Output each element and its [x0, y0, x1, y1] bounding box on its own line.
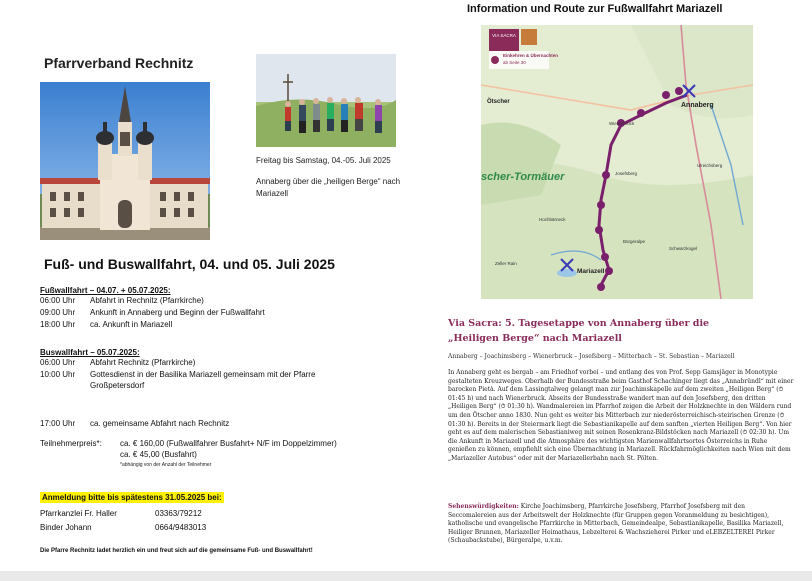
route-info-title: Information und Route zur Fußwallfahrt Mariazell [467, 3, 723, 15]
map-label-schwarzkogel: Schwarzkogel [669, 246, 698, 251]
map-label-ulreichsberg: Ulreichsberg [697, 163, 723, 168]
price-foot: ca. € 160,00 (Fußwallfahrer Busfahrt+ N/F im Doppelzimmer) [120, 439, 337, 448]
sights-paragraph [448, 503, 794, 546]
schedule-time: 10:00 Uhr [40, 370, 76, 379]
route-summary: Annaberg über die „heiligen Berge“ nach Mariazell [256, 177, 401, 198]
map-label-wienerbruck: Wienerbruck [609, 121, 635, 126]
map-legend-2: ab Seite 30 [503, 60, 526, 65]
schedule-text: Gottesdienst in der Basilika Mariazell gemeinsam mit der Pfarre Großpetersdorf [90, 370, 316, 390]
main-heading: Fuß- und Buswallfahrt, 04. und 05. Juli 2025 [44, 256, 335, 272]
price-bus: ca. € 45,00 (Busfahrt) [120, 450, 197, 459]
map-label-tormaeuer: scher-Tormäuer [481, 171, 565, 183]
sights-text: Kirche Joachimsberg, Pfarrkirche Josefsberg, Pfarrhof Josefsberg mit den Seccomalereien aus der Arbeitswelt der Holzknechte (für Gruppen gegen Voranmeldung zu besichtigen), katholische und evangelische Pfarrkirche in Mitterbach, Gemeindealpe, Sebastianikapelle, Basilika Mariazell, Heiliger Brunnen, Mariazeller Heimathaus, Lebzelterei & Wachszieherei Pirker und eLEBZELTEREI Pirker (Schaubackstube), Bürgeralpe, u.v.m. [448, 503, 784, 545]
route-description: In Annaberg geht es bergab – am Friedhof vorbei – und entlang des von Prof. Sepp Gamsjäger in Monotypie gestalteten Kreuzweges. Oberhalb der Bundesstraße beim Gasthof Schachinger liegt das „Annabründl“ mit einer barocken Pietà. Auf dem Lassingtalweg gelangt man zur Joachimskapelle auf dem zweiten „Heiligen Berg“ (⏱ 01:45 h) und nach Wienerbruck. Abseits der Bundesstraße wandert man auf den Josefsberg, den dritten „Heiligen Berg“ (⏱ 01:30 h). Wandmalereien im Pfarrhof zeigen die Arbeit der Holzknechte in den Wäldern rund um den Ötscher anno 1830. Nun geht es weiter bis Mitterbach zur niederösterreichisch-steirischen Grenze (⏱ 01:30 h). Bereits in der Steiermark liegt die Sebastianikapelle auf dem sanften „vierten Heiligen Berg“. Von hier geht es auf dem malerischen Sebastianiweg mit seinen Rosenkranz-Bildstöcken nach Mariazell (⏱ 02:30 h). Um die Ankunft in Mariazell und die Atmosphäre des wichtigsten Marienwallfahrtsortes Österreichs in Ruhe genießen zu können, empfiehlt sich eine Übernachtung in Mariazell. Rückfahrmöglichkeiten nach Wien mit dem „Mariazeller Autobus“ oder mit der Mariazellerbahn nach St. Pölten. [448, 369, 794, 462]
schedule-time: 06:00 Uhr [40, 358, 76, 367]
bus-pilgrimage-heading: Buswallfahrt – 05.07.2025: [40, 348, 140, 357]
schedule-time: 18:00 Uhr [40, 320, 76, 329]
schedule-text: Abfahrt in Rechnitz (Pfarrkirche) [90, 296, 204, 305]
stage-title-line-2: „Heiligen Berge“ nach Mariazell [448, 333, 622, 344]
contact-phone: 0664/9483013 [155, 523, 207, 532]
bus-pilgrimage-section [40, 348, 340, 391]
map-legend-1: Einkehren & Übernachten [503, 53, 559, 58]
schedule-text: Abfahrt Rechnitz (Pfarrkirche) [90, 358, 196, 367]
price-block [40, 438, 337, 471]
schedule-text: ca. gemeinsame Abfahrt nach Rechnitz [90, 419, 230, 428]
org-title: Pfarrverband Rechnitz [44, 55, 194, 71]
route-stops: Annaberg – Joachimsberg – Wienerbruck – Josefsberg – Mitterbach – St. Sebastian – Mariazell [448, 353, 735, 360]
closing-invitation: Die Pfarre Rechnitz ladet herzlich ein und freut sich auf die gemeinsame Fuß- und Buswallfahrt! [40, 548, 313, 554]
registration-deadline: Anmeldung bitte bis spätestens 31.05.2025 bei: [42, 493, 222, 502]
pilgrims-photo [256, 54, 396, 147]
contact-phone: 03363/79212 [155, 509, 202, 518]
map-label-mariazell: Mariazell [577, 268, 605, 275]
map-badge: VIA SACRA [492, 33, 516, 38]
event-date-line: Freitag bis Samstag, 04.-05. Juli 2025 [256, 156, 391, 165]
stage-title [448, 316, 709, 346]
map-label-josefsberg: Josefsberg [615, 171, 638, 176]
contact-row [40, 507, 206, 521]
map-label-buergeralpe: Bürgeralpe [623, 239, 646, 244]
contact-row [40, 521, 206, 535]
schedule-row [40, 307, 265, 319]
map-label-oetscher: Ötscher [487, 99, 510, 105]
foot-pilgrimage-heading: Fußwallfahrt – 04.07. + 05.07.2025: [40, 286, 171, 295]
return-row [40, 418, 229, 430]
map-label-zeller-rain: Zeller Rain [495, 261, 517, 266]
map-label-hochbaer: Hochbärneck [539, 217, 566, 222]
schedule-time: 09:00 Uhr [40, 308, 76, 317]
schedule-text: ca. Ankunft in Mariazell [90, 320, 173, 329]
schedule-time: 06:00 Uhr [40, 296, 76, 305]
bottom-bar [0, 571, 812, 581]
sights-label: Sehenswürdigkeiten: [448, 503, 519, 510]
contact-name: Pfarrkanzlei Fr. Haller [40, 509, 117, 518]
price-note: *abhängig von der Anzahl der Teilnehmer [120, 462, 212, 468]
foot-pilgrimage-section [40, 286, 265, 331]
price-label: Teilnehmerpreis*: [40, 439, 102, 448]
route-map [481, 25, 753, 299]
contact-list [40, 507, 206, 535]
schedule-row [40, 319, 265, 331]
map-label-annaberg: Annaberg [681, 102, 714, 109]
stage-title-line-1: Via Sacra: 5. Tagesetappe von Annaberg über die [448, 318, 710, 329]
schedule-text: Ankunft in Annaberg und Beginn der Fußwallfahrt [90, 308, 265, 317]
schedule-row [40, 295, 265, 307]
schedule-row [40, 369, 340, 391]
contact-name: Binder Johann [40, 523, 92, 532]
schedule-time: 17:00 Uhr [40, 419, 76, 428]
schedule-row [40, 357, 340, 369]
basilica-photo [40, 82, 210, 240]
